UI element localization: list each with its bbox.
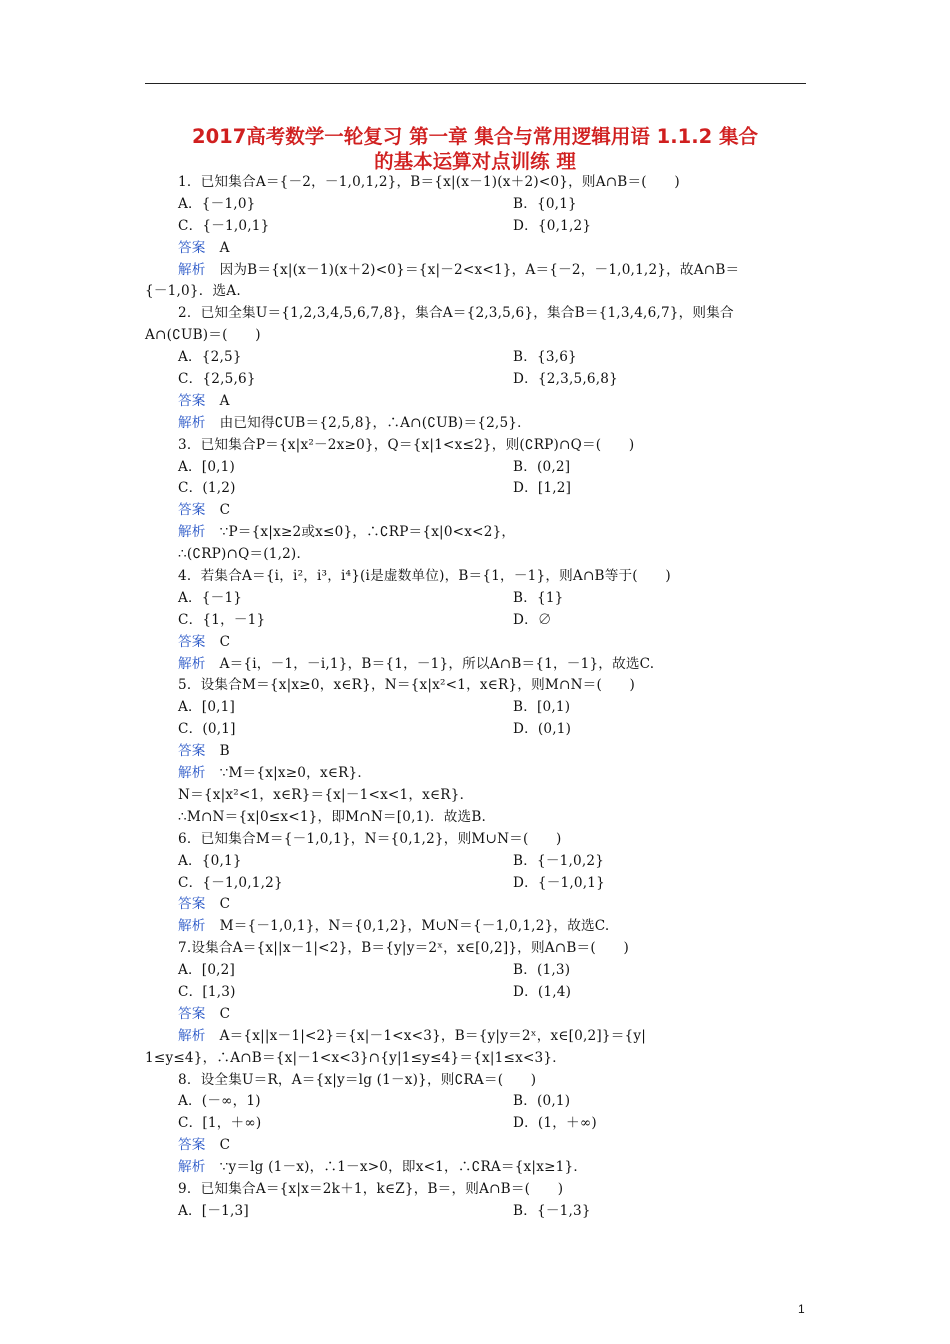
answer-label: 答案 <box>178 1005 206 1022</box>
question-stem: 7.设集合A＝{x||x－1|<2}，B＝{y|y＝2ˣ，x∈[0,2]}，则A∩B＝( ) <box>178 940 629 957</box>
option: D．(1,4) <box>513 983 572 1000</box>
option: D．[1,2] <box>513 480 572 497</box>
option: D．(0,1) <box>513 721 572 738</box>
header-rule <box>145 83 806 84</box>
option: D．∅ <box>513 611 552 628</box>
analysis-text: ∴M∩N＝{x|0≤x<1}，即M∩N＝[0,1)．故选B. <box>178 808 487 825</box>
option: B．{0,1} <box>513 195 577 212</box>
analysis-line <box>145 413 807 435</box>
analysis-line <box>145 260 807 282</box>
analysis-label: 解析 <box>178 655 206 672</box>
option: C．{1，－1} <box>178 611 266 628</box>
question-stem: 2．已知全集U＝{1,2,3,4,5,6,7,8}，集合A＝{2,3,5,6}，集合B＝{1,3,4,6,7}，则集合 <box>178 305 734 322</box>
page-number: 1 <box>798 1302 805 1316</box>
option-row <box>145 982 807 1004</box>
analysis-line <box>145 763 807 785</box>
option: A．{－1,0} <box>178 195 256 212</box>
answer-value: A <box>219 392 230 409</box>
analysis-text: N＝{x|x²<1，x∈R}＝{x|－1<x<1，x∈R}． <box>178 786 474 803</box>
analysis-line <box>145 916 807 938</box>
option: C．{－1,0,1} <box>178 217 270 234</box>
analysis-text: 因为B＝{x|(x－1)(x＋2)<0}＝{x|－2<x<1}，A＝{－2，－1,0,1,2}，故A∩B＝ <box>219 261 740 278</box>
option: C．{－1,0,1,2} <box>178 874 283 891</box>
question-stem: 9．已知集合A＝{x|x＝2k＋1，k∈Z}，B＝，则A∩B＝( ) <box>178 1180 564 1197</box>
analysis-line <box>145 1026 807 1048</box>
option-row <box>145 457 807 479</box>
option: B．(1,3) <box>513 962 571 979</box>
question-stem: 8．设全集U＝R，A＝{x|y＝lg (1－x)}，则∁RA＝( ) <box>178 1071 537 1088</box>
question-stem: A∩(∁UB)＝( ) <box>145 327 261 344</box>
answer-line <box>145 741 807 763</box>
answer-value: C <box>219 502 231 519</box>
answer-line <box>145 632 807 654</box>
answer-value: C <box>219 896 231 913</box>
answer-label: 答案 <box>178 743 206 760</box>
option: D．{－1,0,1} <box>513 874 605 891</box>
answer-line <box>145 238 807 260</box>
question-stem: 6．已知集合M＝{－1,0,1}，N＝{0,1,2}，则M∪N＝( ) <box>178 830 562 847</box>
option: C．(0,1] <box>178 721 236 738</box>
analysis-text: ∵y＝lg (1－x)，∴1－x>0，即x<1，∴∁RA＝{x|x≥1}． <box>219 1159 588 1176</box>
option-row <box>145 960 807 982</box>
option: B．[0,1) <box>513 699 571 716</box>
option-row <box>145 478 807 500</box>
analysis-text: {－1,0}．选A. <box>145 283 241 300</box>
option: C．[1，＋∞) <box>178 1115 262 1132</box>
analysis-text: A＝{i，－1，－i,1}，B＝{1，－1}，所以A∩B＝{1，－1}，故选C. <box>219 655 655 672</box>
option-row <box>145 719 807 741</box>
answer-label: 答案 <box>178 392 206 409</box>
analysis-label: 解析 <box>178 918 206 935</box>
option-row <box>145 347 807 369</box>
option: B．(0,2] <box>513 458 571 475</box>
analysis-line <box>145 522 807 544</box>
option: A．[0,1) <box>178 458 236 475</box>
option-row <box>145 588 807 610</box>
option-row <box>145 1091 807 1113</box>
answer-value: A <box>219 239 230 256</box>
analysis-text: M＝{－1,0,1}，N＝{0,1,2}，M∪N＝{－1,0,1,2}，故选C. <box>219 918 610 935</box>
option: C．[1,3) <box>178 983 236 1000</box>
answer-line <box>145 1004 807 1026</box>
question-stem: 5．设集合M＝{x|x≥0，x∈R}，N＝{x|x²<1，x∈R}，则M∩N＝( ) <box>178 677 636 694</box>
option-row <box>145 369 807 391</box>
option: A．{0,1} <box>178 852 242 869</box>
analysis-label: 解析 <box>178 261 206 278</box>
answer-value: C <box>219 633 231 650</box>
option: D．{2,3,5,6,8} <box>513 371 618 388</box>
answer-line <box>145 500 807 522</box>
question-stem: 3．已知集合P＝{x|x²－2x≥0}，Q＝{x|1<x≤2}，则(∁RP)∩Q＝( ) <box>178 436 635 453</box>
answer-line <box>145 1135 807 1157</box>
document-title-line-2: 的基本运算对点训练 理 <box>374 150 576 173</box>
option: A．[0,2] <box>178 962 236 979</box>
option-row <box>145 851 807 873</box>
answer-value: C <box>219 1005 231 1022</box>
document-title-line-1: 2017高考数学一轮复习 第一章 集合与常用逻辑用语 1.1.2 集合 <box>192 125 758 148</box>
option: B．(0,1) <box>513 1093 571 1110</box>
question-stem: 1．已知集合A＝{－2，－1,0,1,2}，B＝{x|(x－1)(x＋2)<0}，则A∩B＝( ) <box>178 174 680 190</box>
option: B．{－1,3} <box>513 1202 591 1219</box>
answer-label: 答案 <box>178 1137 206 1154</box>
option: C．(1,2) <box>178 480 236 497</box>
option: B．{－1,0,2} <box>513 852 605 869</box>
option-row <box>145 1201 807 1223</box>
analysis-label: 解析 <box>178 524 206 541</box>
option: A．{－1} <box>178 589 243 606</box>
option-row <box>145 697 807 719</box>
option-row <box>145 194 807 216</box>
option: A．[－1,3] <box>178 1202 249 1219</box>
analysis-text: 1≤y≤4}，∴A∩B＝{x|－1<x<3}∩{y|1≤y≤4}＝{x|1≤x<3}． <box>145 1049 567 1066</box>
answer-label: 答案 <box>178 502 206 519</box>
option: D．{0,1,2} <box>513 217 592 234</box>
analysis-text: ∴(∁RP)∩Q＝(1,2)． <box>178 546 311 563</box>
option: A．(－∞，1) <box>178 1093 261 1110</box>
option: C．{2,5,6} <box>178 371 256 388</box>
analysis-label: 解析 <box>178 414 206 431</box>
analysis-label: 解析 <box>178 765 206 782</box>
answer-label: 答案 <box>178 239 206 256</box>
option: D．(1，＋∞) <box>513 1115 597 1132</box>
answer-line <box>145 894 807 916</box>
option-row <box>145 1113 807 1135</box>
option: A．[0,1] <box>178 699 236 716</box>
analysis-text: 由已知得∁UB＝{2,5,8}，∴A∩(∁UB)＝{2,5}． <box>219 414 531 431</box>
option-row <box>145 216 807 238</box>
analysis-label: 解析 <box>178 1027 206 1044</box>
option: A．{2,5} <box>178 349 242 366</box>
analysis-line <box>145 654 807 676</box>
option-row <box>145 610 807 632</box>
analysis-text: ∵M＝{x|x≥0，x∈R}． <box>219 765 372 782</box>
answer-value: C <box>219 1137 231 1154</box>
analysis-label: 解析 <box>178 1159 206 1176</box>
question-list <box>145 172 807 1223</box>
analysis-text: ∵P＝{x|x≥2或x≤0}，∴∁RP＝{x|0<x<2}， <box>219 524 516 541</box>
option: B．{1} <box>513 589 564 606</box>
option-row <box>145 873 807 895</box>
answer-label: 答案 <box>178 633 206 650</box>
analysis-text: A＝{x||x－1|<2}＝{x|－1<x<3}，B＝{y|y＝2ˣ，x∈[0,2]}＝{y| <box>219 1027 646 1044</box>
answer-label: 答案 <box>178 896 206 913</box>
answer-value: B <box>219 743 230 760</box>
answer-line <box>145 391 807 413</box>
question-stem: 4．若集合A＝{i，i²，i³，i⁴}(i是虚数单位)，B＝{1，－1}，则A∩B等于( ) <box>178 568 671 585</box>
analysis-line <box>145 1157 807 1179</box>
option: B．{3,6} <box>513 349 577 366</box>
